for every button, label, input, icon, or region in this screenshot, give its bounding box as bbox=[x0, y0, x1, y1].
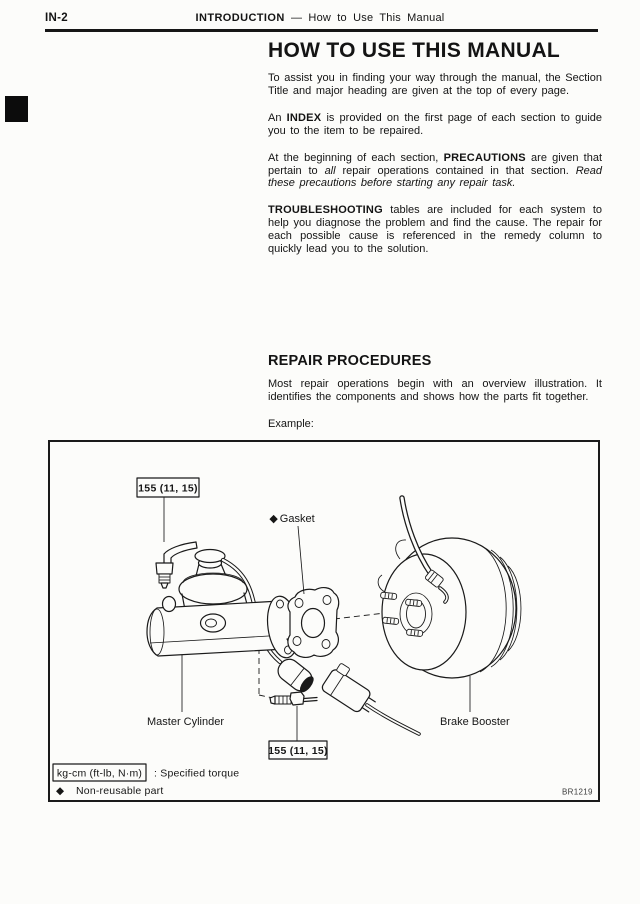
paragraph-5: Most repair operations begin with an overview illustration. It identifies the components and shows how the parts fit together. bbox=[268, 378, 602, 403]
repair-procedures-title: REPAIR PROCEDURES bbox=[268, 353, 432, 369]
page-title: HOW TO USE THIS MANUAL bbox=[268, 39, 561, 62]
figure-legend bbox=[53, 764, 593, 797]
torque-legend-text: : Specified torque bbox=[154, 767, 240, 780]
paragraph-3: At the beginning of each section, PRECAUTIONS are given that pertain to all repair operations contained in that section. Read these precautions before starting any repair task. bbox=[268, 151, 603, 190]
booster-stud bbox=[382, 617, 399, 625]
connector-socket bbox=[320, 661, 419, 734]
torque-callout-top bbox=[137, 478, 199, 542]
brake-booster-drawing bbox=[378, 538, 521, 678]
booster-stud bbox=[406, 629, 423, 637]
master-cylinder-body bbox=[147, 597, 286, 657]
header-topic: How to Use This Manual bbox=[308, 12, 445, 24]
section-thumb-tab bbox=[5, 96, 28, 122]
booster-stud bbox=[405, 599, 422, 607]
torque-callout-bottom bbox=[268, 706, 328, 759]
page-number: IN-2 bbox=[45, 12, 68, 24]
example-label: Example: bbox=[268, 417, 314, 430]
torque-value-top: 155 (11, 15) bbox=[138, 482, 198, 495]
brake-assembly-diagram bbox=[50, 442, 598, 800]
non-reusable-marker-icon: ◆ bbox=[56, 785, 65, 797]
repair-procedures-section bbox=[268, 353, 602, 445]
brake-booster-callout bbox=[440, 676, 510, 728]
figure-code: BR1219 bbox=[562, 787, 593, 797]
paragraph-2: An INDEX is provided on the first page of each section to guide you to the item to be repaired. bbox=[268, 111, 602, 137]
booster-stud bbox=[380, 592, 397, 600]
reservoir-cap bbox=[195, 550, 226, 577]
master-cylinder-label: Master Cylinder bbox=[147, 716, 225, 728]
gasket-callout bbox=[269, 513, 314, 594]
torque-unit-label: kg-cm (ft-lb, N·m) bbox=[56, 767, 143, 780]
torque-value-bottom: 155 (11, 15) bbox=[268, 745, 328, 757]
header-rule bbox=[45, 29, 598, 32]
paragraph-4: TROUBLESHOOTING tables are included for each system to help you diagnose the problem and find the cause. The repair for each possible cause is referenced in the remedy column to quickly lead you to the solution. bbox=[268, 204, 602, 256]
gasket-label: ◆ Gasket bbox=[269, 513, 315, 525]
sensor-fitting bbox=[270, 692, 317, 705]
non-reusable-legend-text: Non-reusable part bbox=[76, 785, 164, 797]
how-to-use-section bbox=[268, 40, 602, 270]
running-header bbox=[0, 12, 640, 24]
brake-booster-label: Brake Booster bbox=[440, 716, 510, 728]
overview-illustration bbox=[48, 440, 600, 802]
header-section: INTRODUCTION bbox=[195, 12, 285, 24]
paragraph-1: To assist you in finding your way through the manual, the Section Title and major heading are given at the top of every page. bbox=[268, 72, 602, 97]
header-dash: — bbox=[290, 12, 303, 24]
gasket-drawing bbox=[288, 588, 339, 658]
master-cylinder-callout bbox=[147, 655, 224, 728]
